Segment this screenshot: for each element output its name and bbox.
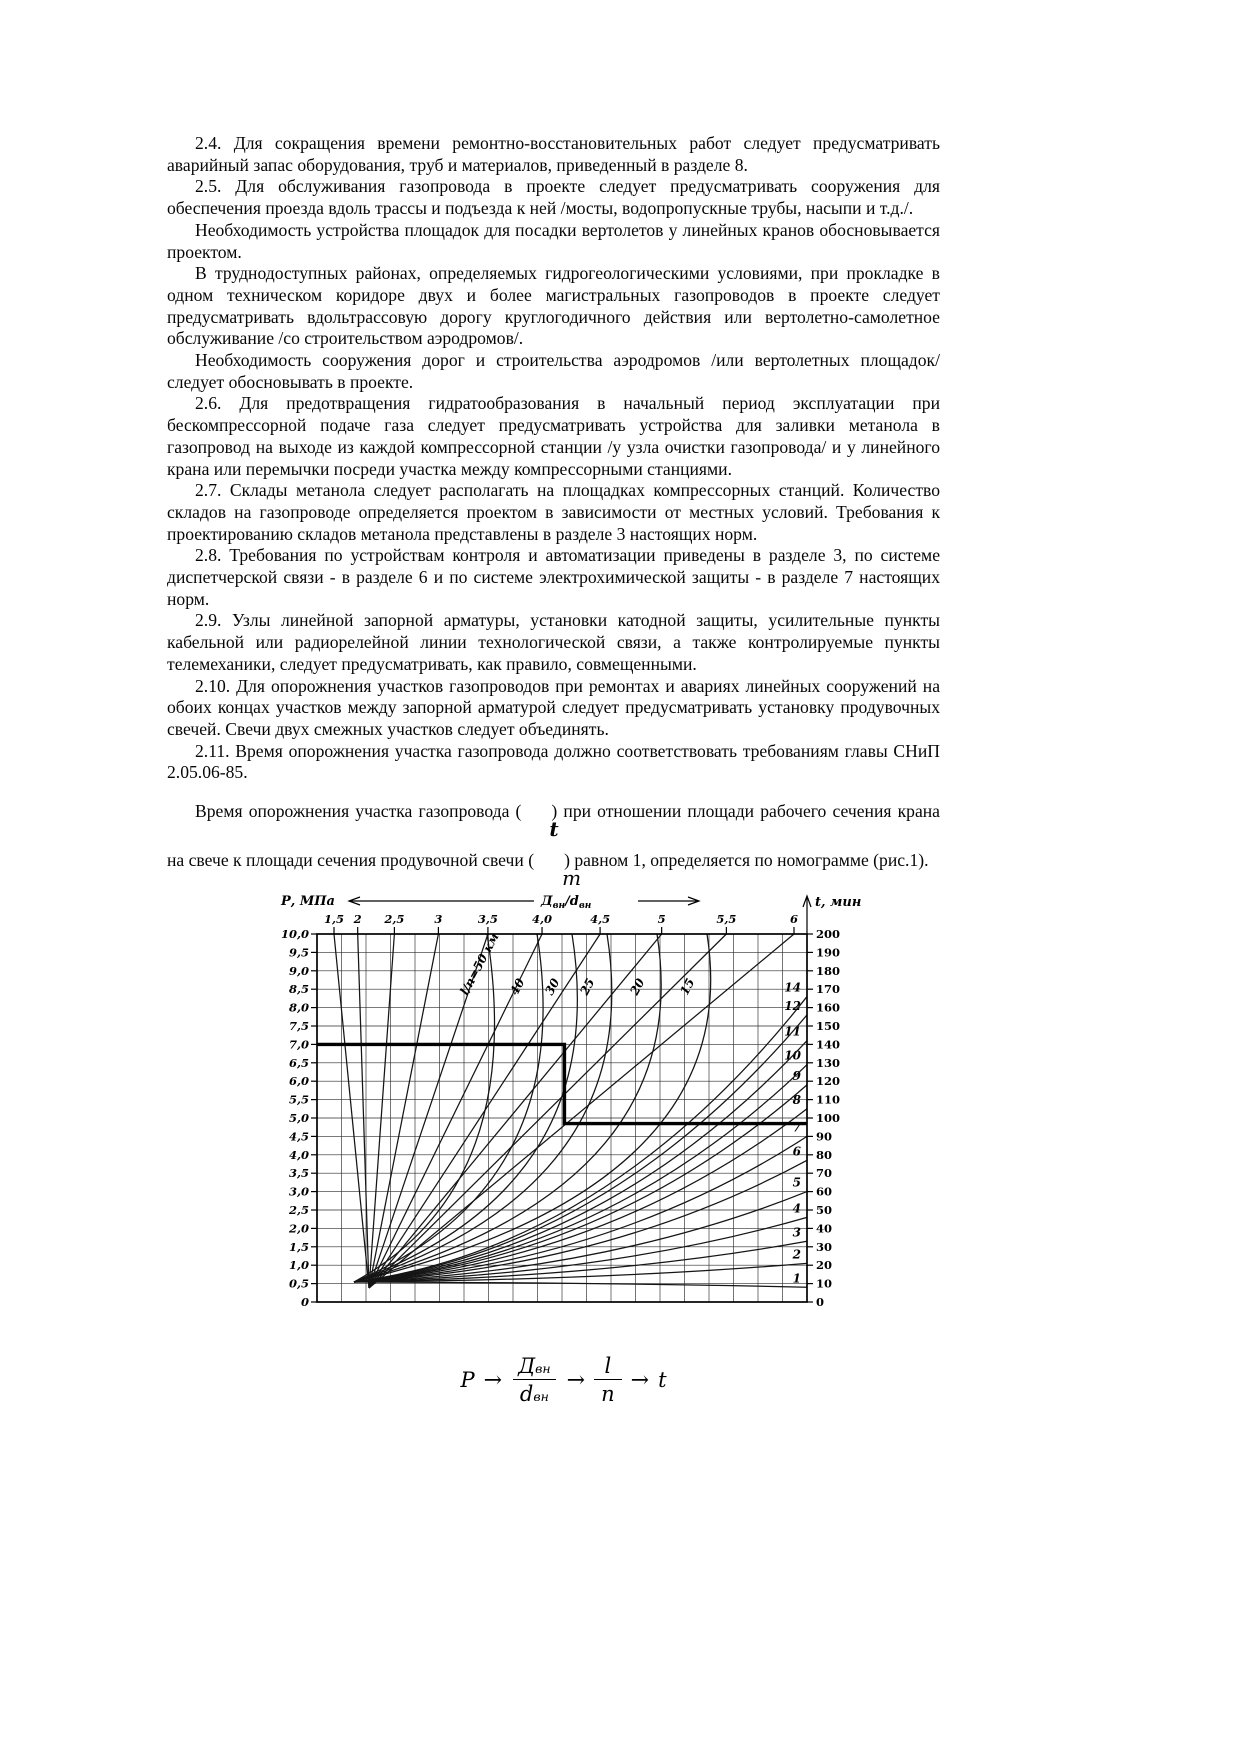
- svg-text:11: 11: [784, 1024, 801, 1039]
- svg-text:1: 1: [792, 1271, 801, 1286]
- paragraph-emptying-time: [167, 786, 940, 891]
- svg-text:10: 10: [816, 1276, 833, 1291]
- svg-text:5,5: 5,5: [716, 912, 737, 927]
- svg-text:1,0: 1,0: [288, 1258, 309, 1273]
- formula-numerator-1: [511, 1354, 558, 1379]
- svg-text:1,5: 1,5: [323, 912, 345, 927]
- paragraph-2-11: 2.11. Время опорожнения участка газопровода должно соответствовать требованиям главы СНиП 2.05.06-85.: [167, 740, 940, 783]
- svg-text:170: 170: [816, 982, 841, 997]
- svg-text:7: 7: [792, 1120, 801, 1135]
- svg-text:9,0: 9,0: [288, 963, 309, 978]
- svg-text:5: 5: [657, 912, 666, 927]
- paragraph-2-6: 2.6. Для предотвращения гидратообразования в начальный период эксплуатации при бескомпрессорной подаче газа следует предусматривать устройства для заливки метанола в газопровод на выходе из каждой компрессорной станции /у узла очистки газопровода/ и у линейного крана или перемычки посреди участка между компрессорными станциями.: [167, 393, 940, 479]
- formula-frac-length: [594, 1354, 622, 1406]
- svg-text:Двн/dвн: $Д_{вн}/d_{вн}$: [541, 894, 592, 912]
- svg-text:30: 30: [542, 976, 563, 998]
- svg-text:40: 40: [816, 1221, 833, 1236]
- closing-text-2: ) при отношении площади рабочего сечения крана на свече к площади сечения продувочной свечи (: [167, 801, 940, 871]
- arrow-right-icon: →: [630, 1367, 650, 1393]
- paragraph-2-8: 2.8. Требования по устройствам контроля и автоматизации приведены в разделе 3, по системе диспетчерской связи - в разделе 6 и по системе электрохимической защиты - в разделе 7 настоящих норм.: [167, 545, 940, 609]
- svg-text:80: 80: [816, 1147, 833, 1162]
- svg-text:7,0: 7,0: [288, 1037, 309, 1052]
- svg-text:0: 0: [816, 1295, 825, 1310]
- svg-text:3,5: 3,5: [288, 1166, 309, 1181]
- svg-text:8,0: 8,0: [288, 1000, 309, 1015]
- svg-text:190: 190: [816, 945, 841, 960]
- svg-text:1,5: 1,5: [288, 1239, 309, 1254]
- svg-text:5: 5: [792, 1175, 801, 1190]
- svg-text:6: 6: [789, 912, 799, 927]
- svg-text:3,0: 3,0: [288, 1184, 309, 1199]
- paragraph-roads-need: Необходимость сооружения дорог и строительства аэродромов /или вертолетных площадок/ следует обосновывать в проекте.: [167, 350, 940, 392]
- arrow-right-icon: →: [483, 1367, 503, 1393]
- paragraph-2-7: 2.7. Склады метанола следует располагать на площадках компрессорных станций. Количество складов на газопроводе определяется проектом в зависимости от местных условий. Требования к проектированию складов метанола представлены в разделе 3 настоящих норм.: [167, 480, 940, 544]
- svg-text:100: 100: [816, 1111, 841, 1126]
- svg-text:90: 90: [816, 1129, 833, 1144]
- formula-sub-vn-1: вн: [535, 1361, 551, 1377]
- formula-t: t: [658, 1368, 667, 1393]
- svg-text:30: 30: [816, 1239, 833, 1254]
- formula-d-big: Д: [518, 1354, 536, 1379]
- svg-text:4,5: 4,5: [288, 1129, 309, 1144]
- symbol-m: m: [562, 866, 582, 891]
- svg-text:110: 110: [816, 1092, 841, 1107]
- svg-text:0,5: 0,5: [288, 1276, 309, 1291]
- svg-text:140: 140: [816, 1037, 841, 1052]
- formula-n: n: [594, 1379, 622, 1406]
- svg-text:2,5: 2,5: [384, 912, 405, 927]
- svg-text:Р, МПа: Р, МПа: [281, 894, 335, 910]
- formula-frac-diameters: [511, 1354, 558, 1406]
- closing-text-1: Время опорожнения участка газопровода (: [195, 801, 522, 822]
- figure-1-nomogram: [279, 892, 861, 1322]
- svg-text:8: 8: [792, 1092, 801, 1107]
- svg-text:0: 0: [300, 1295, 309, 1310]
- svg-text:4: 4: [792, 1201, 801, 1216]
- svg-text:15: 15: [677, 976, 698, 998]
- svg-text:20: 20: [627, 976, 648, 998]
- formula-d-small: d: [519, 1382, 534, 1407]
- svg-text:40: 40: [507, 976, 528, 998]
- svg-text:2,0: 2,0: [288, 1221, 309, 1236]
- svg-text:6,0: 6,0: [288, 1074, 309, 1089]
- document-page: [167, 133, 940, 1406]
- formula-sub-vn-2: вн: [533, 1389, 549, 1405]
- formula-l: l: [604, 1354, 612, 1379]
- svg-text:6: 6: [792, 1144, 801, 1159]
- svg-text:20: 20: [816, 1258, 833, 1273]
- svg-text:2,5: 2,5: [288, 1203, 309, 1218]
- svg-text:50: 50: [816, 1203, 833, 1218]
- svg-text:200: 200: [816, 927, 841, 942]
- svg-text:9: 9: [792, 1068, 801, 1083]
- svg-text:3,5: 3,5: [477, 912, 498, 927]
- svg-text:3: 3: [792, 1225, 801, 1240]
- paragraph-2-10: 2.10. Для опорожнения участков газопроводов при ремонтах и авариях линейных сооружений на обоих концах участков между запорной арматурой следует предусматривать установку продувочных свечей. Свечи двух смежных участков следует объединять.: [167, 675, 940, 739]
- paragraph-helipads: Необходимость устройства площадок для посадки вертолетов у линейных кранов обосновывается проектом.: [167, 219, 940, 262]
- svg-text:150: 150: [816, 1019, 841, 1034]
- svg-text:2: 2: [353, 912, 362, 927]
- svg-text:4,5: 4,5: [590, 912, 611, 927]
- formula-denominator-1: [513, 1379, 556, 1406]
- formula-p: P: [460, 1368, 475, 1393]
- nomogram-chart: [279, 892, 861, 1317]
- svg-text:2: 2: [792, 1247, 801, 1262]
- svg-text:t, мин: t, мин: [815, 895, 861, 911]
- svg-text:10: 10: [784, 1048, 801, 1063]
- arrow-right-icon: →: [566, 1367, 586, 1393]
- svg-text:4,0: 4,0: [532, 912, 553, 927]
- paragraph-2-5: 2.5. Для обслуживания газопровода в проекте следует предусматривать сооружения для обеспечения проезда вдоль трассы и подъезда к ней /мосты, водопропускные трубы, насыпи и т.д./.: [167, 176, 940, 219]
- svg-text:6,5: 6,5: [288, 1055, 309, 1070]
- svg-text:180: 180: [816, 963, 841, 978]
- svg-text:120: 120: [816, 1074, 841, 1089]
- svg-text:3: 3: [434, 912, 443, 927]
- svg-text:70: 70: [816, 1166, 833, 1181]
- svg-text:12: 12: [784, 999, 801, 1014]
- paragraph-2-9: 2.9. Узлы линейной запорной арматуры, установки катодной защиты, усилительные пункты кабельной или радиорелейной линии технологической связи, а также контролируемые пункты телемеханики, следует предусматривать, как правило, совмещенными.: [167, 610, 940, 674]
- svg-text:9,5: 9,5: [288, 945, 309, 960]
- svg-text:8,5: 8,5: [288, 982, 309, 997]
- svg-text:4,0: 4,0: [288, 1147, 309, 1162]
- symbol-t: t: [549, 817, 559, 842]
- svg-text:60: 60: [816, 1184, 833, 1199]
- svg-text:10,0: 10,0: [280, 927, 309, 942]
- svg-text:l/n=50 км: l/n=50 км: [457, 930, 502, 998]
- svg-text:5,0: 5,0: [288, 1111, 309, 1126]
- paragraph-remote-areas: В труднодоступных районах, определяемых гидрогеологическими условиями, при прокладке в одном техническом коридоре двух и более магистральных газопроводов в проекте следует предусматривать вдольтрассовую дорогу круглогодичного действия или вертолетно-самолетное обслуживание /со строительством аэродромов/.: [167, 263, 940, 349]
- formula: [167, 1354, 940, 1406]
- svg-text:7,5: 7,5: [288, 1019, 309, 1034]
- paragraph-2-4: 2.4. Для сокращения времени ремонтно-восстановительных работ следует предусматривать аварийный запас оборудования, труб и материалов, приведенный в разделе 8.: [167, 133, 940, 175]
- svg-text:25: 25: [577, 976, 598, 998]
- svg-text:160: 160: [816, 1000, 841, 1015]
- closing-text-3: ) равном 1, определяется по номограмме (рис.1).: [564, 850, 929, 871]
- svg-text:5,5: 5,5: [288, 1092, 309, 1107]
- svg-text:130: 130: [816, 1055, 841, 1070]
- svg-text:14: 14: [784, 980, 801, 995]
